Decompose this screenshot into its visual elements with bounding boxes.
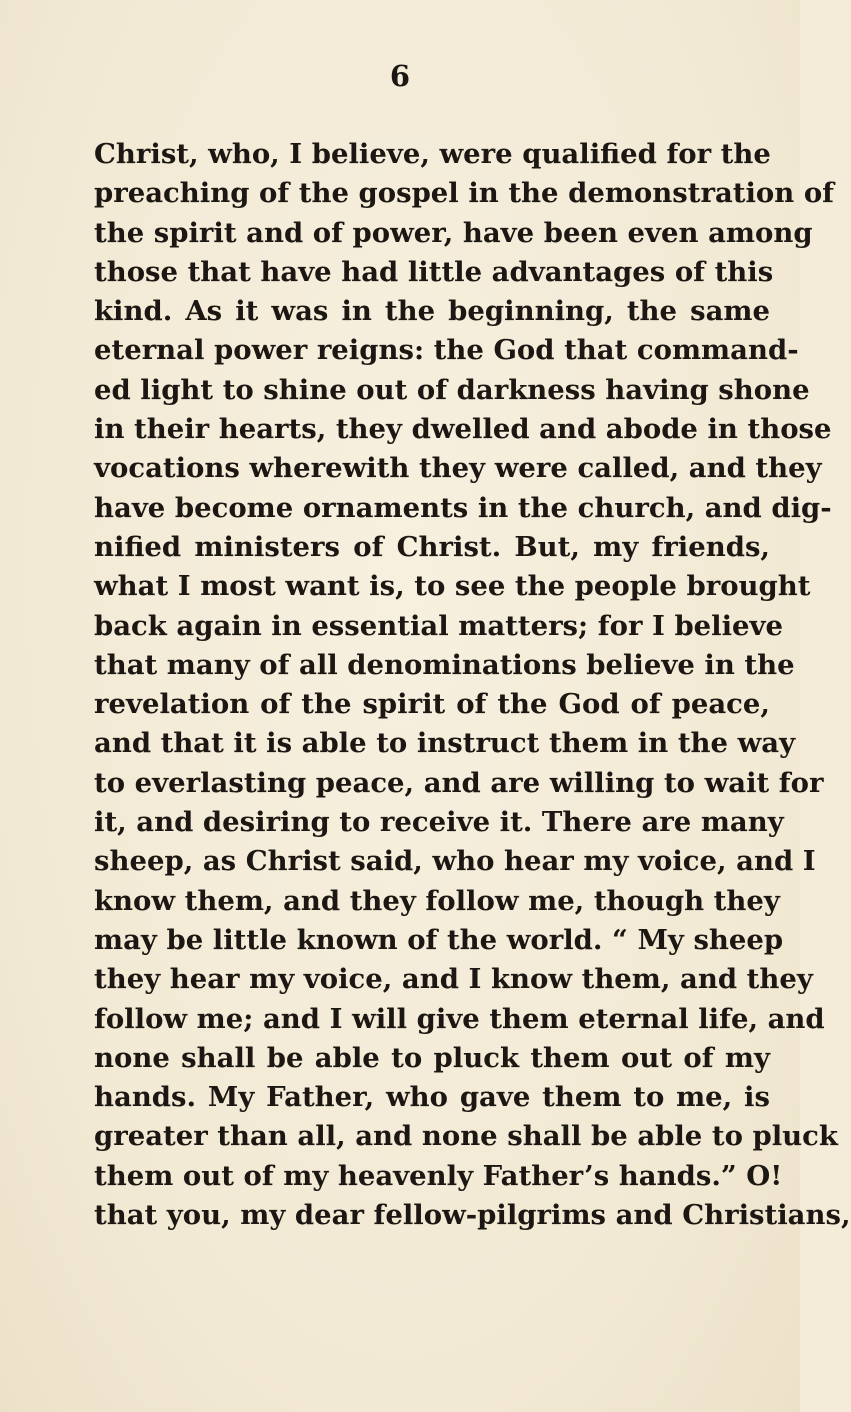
text-line: ed light to shine out of darkness having shone [94, 373, 810, 406]
body-text [94, 135, 851, 1235]
text-line: none shall be able to pluck them out of my [94, 1041, 770, 1074]
text-line: they hear my voice, and I know them, and they [94, 963, 813, 996]
text-line: greater than all, and none shall be able to pluck [94, 1120, 838, 1153]
text-line: know them, and they follow me, though they [94, 884, 780, 917]
text-line: kind. As it was in the beginning, the same [94, 295, 770, 328]
text-line: vocations wherewith they were called, and they [94, 452, 822, 485]
page-number: 6 [389, 59, 411, 93]
text-line: Christ, who, I believe, were qualified for the [94, 138, 771, 170]
text-line: nified ministers of Christ. But, my friends, [94, 530, 770, 563]
text-line: what I most want is, to see the people brought [94, 570, 811, 603]
text-line: eternal power reigns: the God that command- [94, 334, 799, 367]
text-line: sheep, as Christ said, who hear my voice, and I [94, 845, 816, 878]
text-line: preaching of the gospel in the demonstration of [94, 177, 834, 210]
text-line: back again in essential matters; for I believe [94, 609, 784, 642]
text-line: that many of all denominations believe in the [94, 648, 795, 681]
text-line: follow me; and I will give them eternal life, and [94, 1002, 825, 1035]
text-line: revelation of the spirit of the God of peace, [94, 688, 770, 721]
text-line: it, and desiring to receive it. There are many [94, 806, 784, 839]
text-line: have become ornaments in the church, and dig- [94, 491, 832, 524]
text-line: to everlasting peace, and are willing to wait for [94, 766, 824, 799]
text-line: hands. My Father, who gave them to me, is [94, 1081, 770, 1114]
text-line: and that it is able to instruct them in the way [94, 727, 796, 760]
text-line: them out of my heavenly Father’s hands.” O! [94, 1159, 783, 1192]
text-line: that you, my dear fellow-pilgrims and Christians, [94, 1199, 851, 1232]
text-line: those that have had little advantages of this [94, 255, 774, 288]
text-line: the spirit and of power, have been even among [94, 216, 813, 249]
text-line: in their hearts, they dwelled and abode in those [94, 413, 832, 446]
text-line: may be little known of the world. “ My sheep [94, 923, 784, 956]
